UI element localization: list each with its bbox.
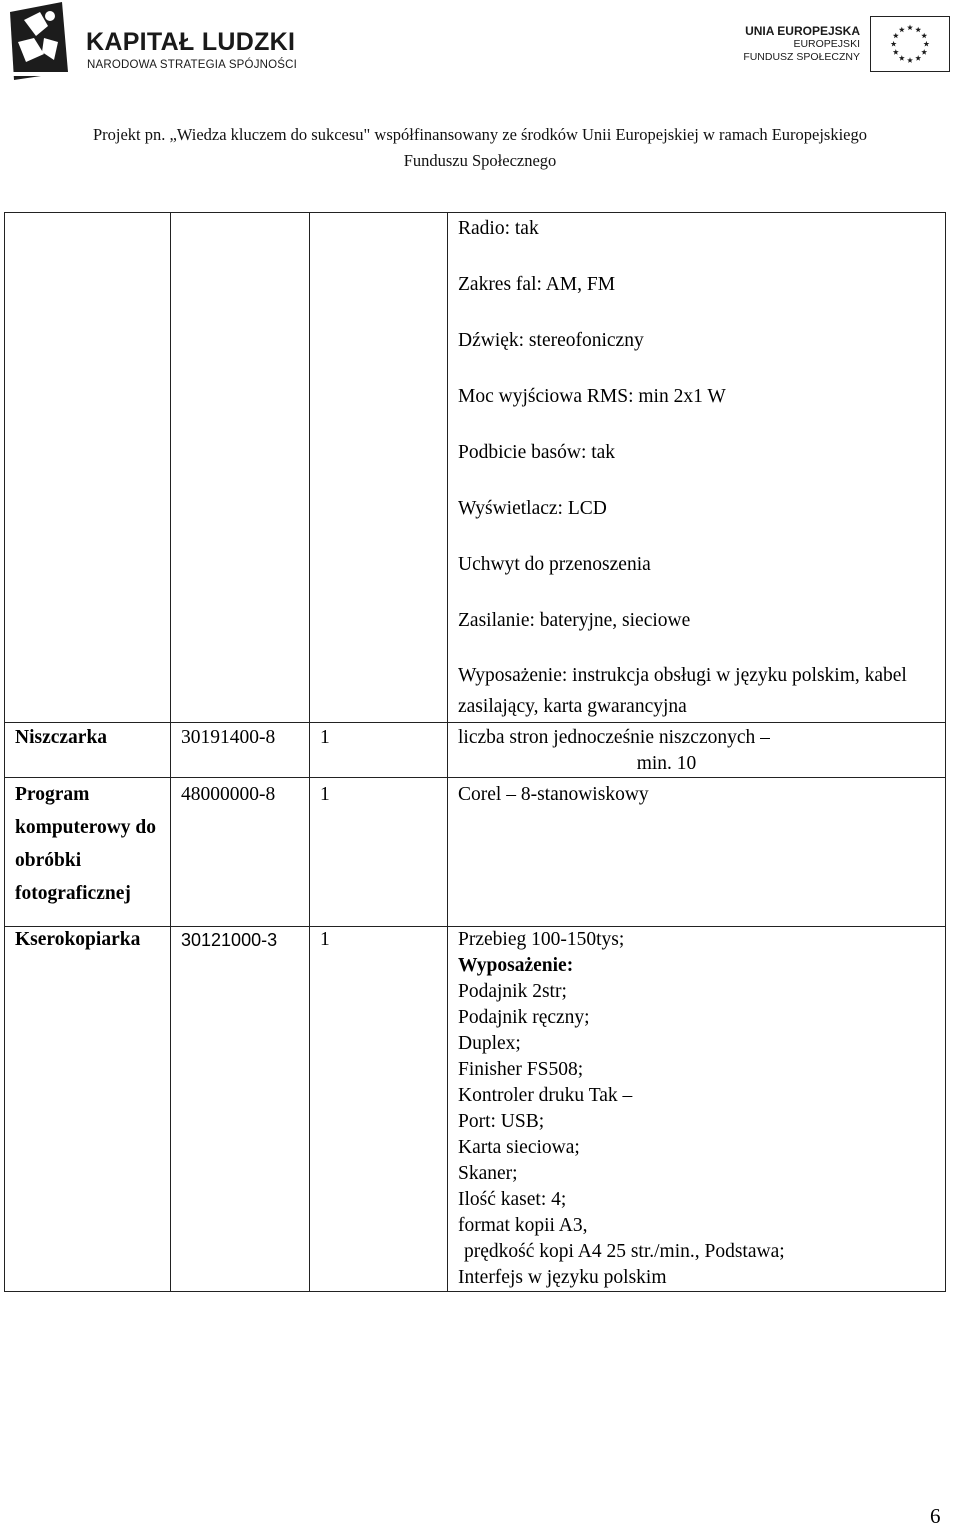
description-line: Podajnik ręczny; [458, 1007, 590, 1028]
cell-name-empty [5, 213, 171, 723]
item-code: 48000000-8 [171, 778, 310, 927]
eu-logo-text [743, 24, 860, 64]
spec-item: Wyświetlacz: LCD [458, 498, 607, 519]
spec-item: Dźwięk: stereofoniczny [458, 330, 644, 351]
table-row [5, 927, 946, 1292]
eu-star-icon [893, 49, 899, 55]
spec-item: Wyposażenie: instrukcja obsługi w języku polskim, kabel zasilający, karta gwarancyjna [458, 665, 907, 717]
spec-item: Radio: tak [458, 218, 539, 239]
project-statement-line2: Funduszu Społecznego [403, 151, 557, 170]
item-name: Niszczarka [5, 723, 171, 778]
spec-item: Zasilanie: bateryjne, sieciowe [458, 610, 691, 631]
eu-star-icon [921, 49, 927, 55]
page-number: 6 [930, 1504, 941, 1528]
radio-spec-list [448, 213, 946, 723]
description-line: format kopii A3, [458, 1215, 588, 1236]
project-statement-line1: Projekt pn. „Wiedza kluczem do sukcesu" współfinansowany ze środków Unii Europejskiej w ramach Europejskiego [92, 125, 868, 144]
item-description [448, 927, 946, 1292]
description-heading: Wyposażenie: [458, 955, 574, 976]
eu-star-icon [921, 33, 927, 39]
item-description [448, 723, 946, 778]
eu-star-icon [907, 57, 913, 63]
eu-star-icon [899, 55, 905, 61]
spec-item: Uchwyt do przenoszenia [458, 554, 651, 575]
eu-star-icon [893, 33, 899, 39]
cell-qty-empty [310, 213, 448, 723]
spec-item: Zakres fal: AM, FM [458, 274, 616, 295]
eu-logo-line2: EUROPEJSKI [793, 38, 860, 50]
item-qty: 1 [310, 723, 448, 778]
item-qty: 1 [310, 927, 448, 1292]
table-row [5, 723, 946, 778]
spec-item: Podbicie basów: tak [458, 442, 616, 463]
description-line: Finisher FS508; [458, 1059, 584, 1080]
eu-flag-icon [870, 16, 950, 72]
description-line: Karta sieciowa; [458, 1137, 580, 1158]
item-name: Program komputerowy do obróbki fotograficznej [5, 778, 171, 927]
item-description-line1: liczba stron jednocześnie niszczonych – [458, 727, 770, 748]
logo-title: KAPITAŁ LUDZKI [86, 28, 296, 56]
table-row [5, 213, 946, 723]
eu-logo-line1: UNIA EUROPEJSKA [745, 24, 860, 38]
item-description-line2: min. 10 [636, 753, 697, 774]
eu-star-icon [915, 27, 921, 33]
eu-logo-line3: FUNDUSZ SPOŁECZNY [743, 51, 860, 63]
eu-star-icon [891, 41, 897, 47]
description-line: Kontroler druku Tak – [458, 1085, 633, 1106]
description-line: Port: USB; [458, 1111, 545, 1132]
cell-code-empty [171, 213, 310, 723]
item-description: Corel – 8-stanowiskowy [448, 778, 946, 927]
eu-star-icon [907, 25, 913, 31]
project-statement [0, 122, 960, 174]
spec-item: Moc wyjściowa RMS: min 2x1 W [458, 386, 726, 407]
description-line: Skaner; [458, 1163, 518, 1184]
kapital-ludzki-emblem-icon [4, 2, 74, 82]
eu-star-icon [899, 27, 905, 33]
item-code: 30191400-8 [171, 723, 310, 778]
item-code: 30121000-3 [171, 927, 310, 1292]
specification-table [4, 212, 946, 1292]
logo-subtitle: NARODOWA STRATEGIA SPÓJNOŚCI [87, 59, 298, 71]
description-line: prędkość kopi A4 25 str./min., Podstawa; [464, 1241, 785, 1262]
description-line: Przebieg 100-150tys; [458, 929, 625, 950]
item-name: Kserokopiarka [5, 927, 171, 1292]
kapital-ludzki-logo [4, 2, 304, 88]
description-line: Duplex; [458, 1033, 521, 1054]
table-row [5, 778, 946, 927]
eu-star-icon [923, 41, 929, 47]
eu-logo [740, 14, 954, 76]
description-line: Podajnik 2str; [458, 981, 567, 1002]
eu-star-icon [915, 55, 921, 61]
description-line: Ilość kaset: 4; [458, 1189, 567, 1210]
description-line: Interfejs w języku polskim [458, 1267, 667, 1288]
item-qty: 1 [310, 778, 448, 927]
